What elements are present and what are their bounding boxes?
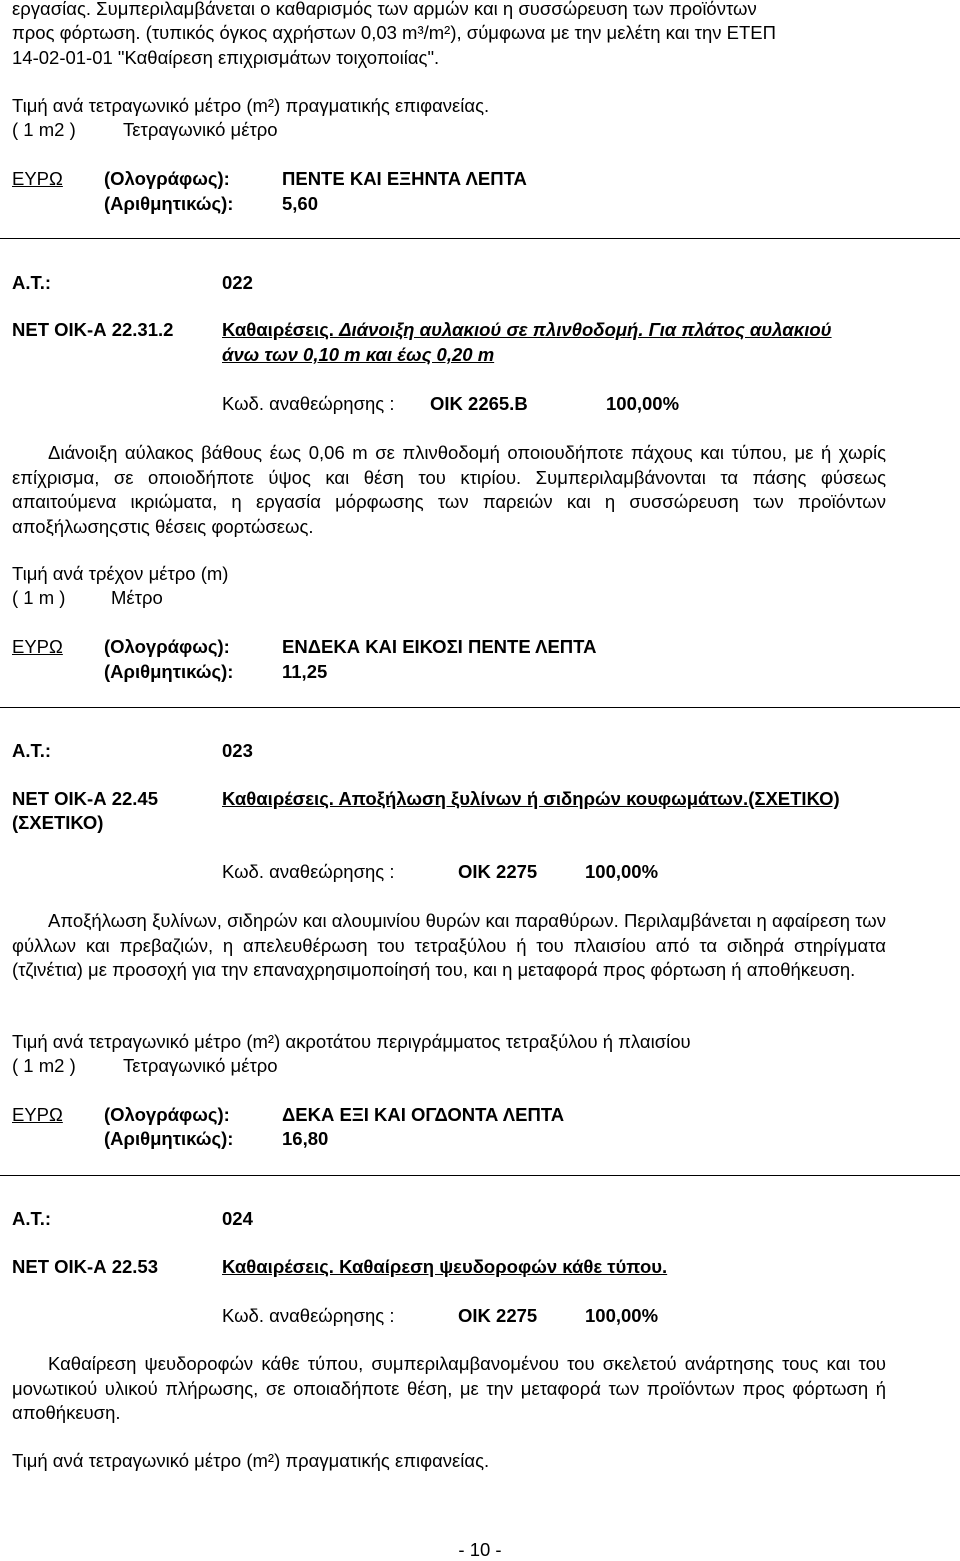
revision-code: ΟΙΚ 2275 [458,861,538,882]
revision-code: ΟΙΚ 2275 [458,1305,538,1326]
price-words-label: (Ολογράφως): [104,1104,230,1125]
unit-code: ( 1 m2 ) [12,1055,76,1076]
revision-percent: 100,00% [606,393,680,414]
item-title [222,319,832,341]
item-category: Καθαιρέσεις. [222,319,334,340]
section-divider [0,1175,960,1176]
price-numbers-label: (Αριθμητικώς): [104,1128,234,1149]
intro-line-2: προς φόρτωση. (τυπικός όγκος αχρήστων 0,03 m³/m²), σύμφωνα με την μελέτη και την ΕΤΕΠ [12,22,776,43]
price-in-numbers: 16,80 [282,1128,329,1149]
unit-code: ( 1 m ) [12,587,66,608]
price-basis: Τιμή ανά τετραγωνικό μέτρο (m²) πραγματικής επιφανείας. [12,1450,490,1471]
intro-line-3: 14-02-01-01 "Καθαίρεση επιχρισμάτων τοιχοποιίας". [12,47,440,68]
item-description: Διάνοιξη αύλακος βάθους έως 0,06 m σε πλινθοδομή οποιουδήποτε πάχους και τύπου, με ή χωρίς επίχρισμα, σε οποιοδήποτε ύψος και θέση του κτιρίου. Συμπεριλαμβάνονται τα πάσης φύσεως απαιτούμενα ικριώματα, η εργασία μόρφωσης των παρειών και η συσσώρευση των προϊόντων αποξήλωσηςστις θέσεις φορτώσεως. [12,442,886,537]
revision-label: Κωδ. αναθεώρησης : [222,861,395,882]
item-number-label: Α.Τ.: [12,272,52,293]
price-words-label: (Ολογράφως): [104,168,230,189]
price-in-words: ΕΝΔΕΚΑ ΚΑΙ ΕΙΚΟΣΙ ΠΕΝΤΕ ΛΕΠΤΑ [282,636,597,657]
unit-name: Τετραγωνικό μέτρο [123,1055,278,1076]
section-divider [0,707,960,708]
price-in-numbers: 11,25 [282,661,328,682]
revision-label: Κωδ. αναθεώρησης : [222,1305,395,1326]
item-number: 023 [222,740,253,761]
item-code: ΝΕΤ ΟΙΚ-Α 22.45 [12,788,158,809]
item-description: Αποξήλωση ξυλίνων, σιδηρών και αλουμινίου θυρών και παραθύρων. Περιλαμβάνεται η αφαίρεση των φύλλων και πρεβαζιών, η απελευθέρωση του τετραξύλου ή του πλαισίου από τα σιδηρά στηρίγματα (τζινέτια) με προσοχή για την επαναχρησιμοποίησή του, και η μεταφορά προς φόρτωση ή αποθήκευση. [12,910,886,980]
item-number-label: Α.Τ.: [12,1208,52,1229]
price-basis: Τιμή ανά τετραγωνικό μέτρο (m²) πραγματικής επιφανείας. [12,95,490,116]
revision-label: Κωδ. αναθεώρησης : [222,393,395,414]
revision-percent: 100,00% [585,1305,659,1326]
currency-label: ΕΥΡΩ [12,636,63,657]
price-numbers-label: (Αριθμητικώς): [104,661,234,682]
revision-percent: 100,00% [585,861,659,882]
item-code-note: (ΣΧΕΤΙΚΟ) [12,812,104,833]
item-title-line-2: άνω των 0,10 m και έως 0,20 m [222,344,495,365]
price-basis: Τιμή ανά τρέχον μέτρο (m) [12,563,229,584]
price-in-numbers: 5,60 [282,193,319,214]
section-divider [0,238,960,239]
item-number: 024 [222,1208,253,1229]
price-numbers-label: (Αριθμητικώς): [104,193,234,214]
item-number: 022 [222,272,253,293]
item-title-italic: Διάνοιξη αυλακιού σε πλινθοδομή. Για πλάτος αυλακιού [339,319,832,340]
item-number-label: Α.Τ.: [12,740,52,761]
item-title: Καθαιρέσεις. Αποξήλωση ξυλίνων ή σιδηρών κουφωμάτων.(ΣΧΕΤΙΚΟ) [222,788,840,809]
unit-code: ( 1 m2 ) [12,119,76,140]
item-title: Καθαιρέσεις. Καθαίρεση ψευδοροφών κάθε τύπου. [222,1256,668,1277]
revision-code: ΟΙΚ 2265.Β [430,393,528,414]
unit-name: Τετραγωνικό μέτρο [123,119,278,140]
price-basis: Τιμή ανά τετραγωνικό μέτρο (m²) ακροτάτου περιγράμματος τετραξύλου ή πλαισίου [12,1031,691,1052]
currency-label: ΕΥΡΩ [12,1104,63,1125]
item-code: ΝΕΤ ΟΙΚ-Α 22.53 [12,1256,158,1277]
intro-line-1: εργασίας. Συμπεριλαμβάνεται ο καθαρισμός των αρμών και η συσσώρευση των προϊόντων [12,0,757,19]
item-description: Καθαίρεση ψευδοροφών κάθε τύπου, συμπεριλαμβανομένου του σκελετού ανάρτησης τους και του μονωτικού υλικού πλήρωσης, σε οποιαδήποτε θέση, με την μεταφορά των προϊόντων προς φόρτωση ή αποθήκευση. [12,1353,886,1423]
price-in-words: ΠΕΝΤΕ ΚΑΙ ΕΞΗΝΤΑ ΛΕΠΤΑ [282,168,527,189]
price-words-label: (Ολογράφως): [104,636,230,657]
item-code: ΝΕΤ ΟΙΚ-Α 22.31.2 [12,319,174,340]
page-number: - 10 - [458,1539,502,1560]
currency-label: ΕΥΡΩ [12,168,63,189]
unit-name: Μέτρο [111,587,163,608]
price-in-words: ΔΕΚΑ ΕΞΙ ΚΑΙ ΟΓΔΟΝΤΑ ΛΕΠΤΑ [282,1104,565,1125]
